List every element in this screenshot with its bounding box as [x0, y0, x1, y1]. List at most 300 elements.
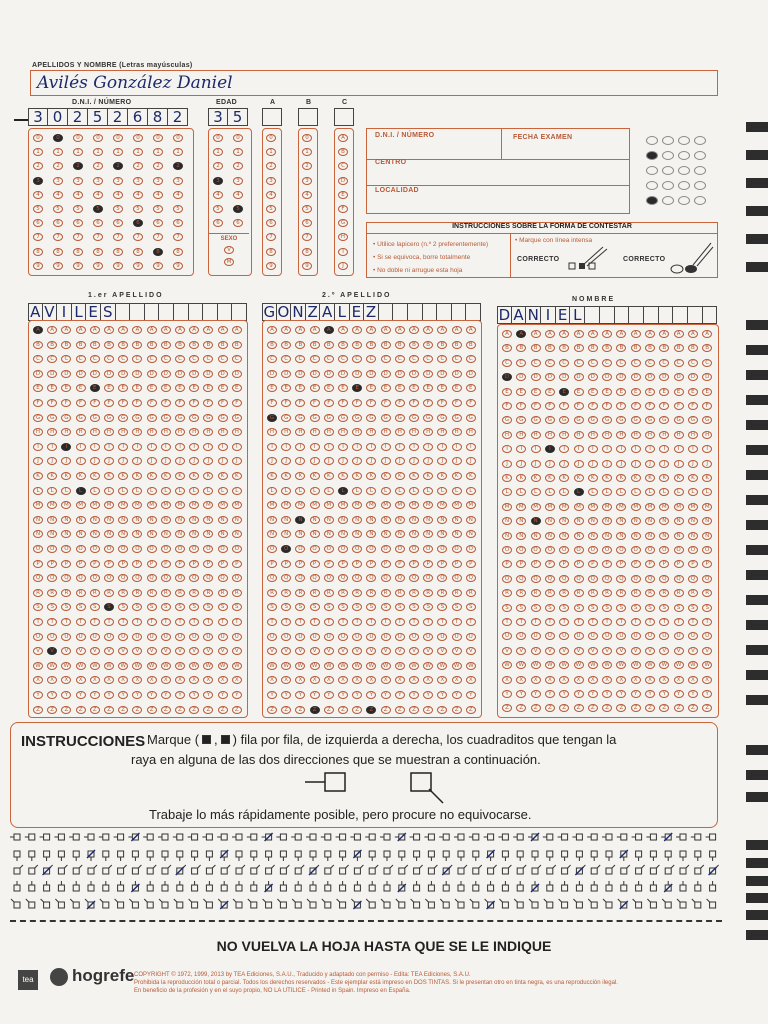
answer-bubble[interactable]: B — [602, 344, 612, 352]
answer-bubble[interactable]: A — [324, 326, 334, 334]
answer-square[interactable] — [395, 833, 406, 841]
answer-bubble[interactable]: G — [674, 416, 684, 424]
answer-bubble[interactable]: K — [218, 472, 228, 480]
answer-bubble[interactable]: F — [588, 402, 598, 410]
answer-bubble[interactable]: C — [47, 355, 57, 363]
answer-square[interactable] — [442, 865, 452, 875]
answer-bubble[interactable]: M — [395, 501, 405, 509]
letter-box[interactable] — [145, 303, 160, 321]
answer-bubble[interactable]: H — [104, 428, 114, 436]
answer-bubble[interactable]: H — [574, 431, 584, 439]
answer-bubble[interactable]: G — [409, 414, 419, 422]
answer-bubble[interactable]: I — [645, 445, 655, 453]
answer-bubble[interactable]: C — [631, 359, 641, 367]
answer-bubble[interactable]: 1 — [266, 148, 276, 156]
answer-bubble[interactable]: M — [516, 503, 526, 511]
answer-bubble[interactable]: D — [338, 370, 348, 378]
answer-bubble[interactable]: 6 — [173, 219, 183, 227]
answer-bubble[interactable]: Z — [559, 704, 569, 712]
answer-bubble[interactable]: V — [147, 647, 157, 655]
answer-bubble[interactable]: 3 — [53, 177, 63, 185]
answer-square[interactable] — [192, 851, 198, 861]
answer-bubble[interactable]: S — [574, 604, 584, 612]
answer-bubble[interactable]: Z — [61, 706, 71, 714]
answer-bubble[interactable]: 3 — [233, 177, 243, 185]
answer-bubble[interactable]: Ñ — [674, 532, 684, 540]
answer-bubble[interactable]: J — [674, 460, 684, 468]
answer-bubble[interactable]: S — [189, 603, 199, 611]
answer-square[interactable] — [103, 865, 112, 874]
answer-bubble[interactable]: V — [688, 647, 698, 655]
answer-bubble[interactable]: R — [616, 589, 626, 597]
answer-square[interactable] — [650, 881, 656, 891]
answer-bubble[interactable]: B — [531, 344, 541, 352]
abc-box[interactable] — [298, 108, 318, 126]
answer-square[interactable] — [118, 851, 124, 861]
answer-square[interactable] — [265, 881, 273, 892]
answer-square[interactable] — [103, 881, 109, 891]
answer-bubble[interactable]: H — [33, 428, 43, 436]
answer-bubble[interactable]: J — [702, 460, 712, 468]
answer-square[interactable] — [529, 899, 538, 908]
answer-bubble[interactable]: B — [502, 344, 512, 352]
answer-bubble[interactable]: G — [338, 219, 348, 227]
answer-bubble[interactable]: R — [559, 589, 569, 597]
answer-bubble[interactable]: C — [218, 355, 228, 363]
answer-bubble[interactable]: F — [674, 402, 684, 410]
answer-bubble[interactable]: Y — [366, 691, 376, 699]
answer-bubble[interactable]: H — [409, 428, 419, 436]
answer-bubble[interactable]: B — [310, 341, 320, 349]
answer-square[interactable] — [322, 899, 331, 908]
letter-box[interactable]: 2 — [108, 108, 128, 126]
answer-bubble[interactable]: P — [295, 560, 305, 568]
answer-bubble[interactable]: U — [104, 633, 114, 641]
answer-bubble[interactable]: 6 — [73, 219, 83, 227]
answer-bubble[interactable]: 0 — [113, 134, 123, 142]
answer-bubble[interactable]: K — [702, 474, 712, 482]
answer-bubble[interactable]: L — [338, 487, 348, 495]
answer-bubble[interactable]: E — [161, 384, 171, 392]
answer-square[interactable] — [44, 851, 50, 861]
answer-bubble[interactable]: J — [76, 457, 86, 465]
answer-bubble[interactable]: V — [559, 647, 569, 655]
answer-square[interactable] — [665, 851, 671, 861]
answer-bubble[interactable]: Z — [281, 706, 291, 714]
answer-bubble[interactable]: Q — [324, 574, 334, 582]
answer-bubble[interactable]: E — [645, 388, 655, 396]
answer-bubble[interactable]: U — [659, 632, 669, 640]
answer-bubble[interactable]: N — [33, 516, 43, 524]
answer-bubble[interactable]: T — [659, 618, 669, 626]
answer-bubble[interactable]: Z — [352, 706, 362, 714]
answer-bubble[interactable]: Ñ — [218, 530, 228, 538]
answer-squares-grid[interactable] — [8, 828, 728, 920]
answer-bubble[interactable]: R — [47, 589, 57, 597]
answer-bubble[interactable]: M — [47, 501, 57, 509]
answer-square[interactable] — [58, 865, 67, 874]
answer-bubble[interactable]: H — [218, 428, 228, 436]
answer-bubble[interactable]: C — [516, 359, 526, 367]
answer-bubble[interactable]: S — [33, 603, 43, 611]
answer-bubble[interactable]: Ñ — [409, 530, 419, 538]
answer-bubble[interactable]: A — [161, 326, 171, 334]
answer-bubble[interactable]: Q — [395, 574, 405, 582]
letter-box[interactable]: L — [72, 303, 87, 321]
answer-bubble[interactable]: T — [616, 618, 626, 626]
answer-bubble[interactable]: V — [295, 647, 305, 655]
answer-bubble[interactable]: A — [616, 330, 626, 338]
answer-square[interactable] — [470, 899, 479, 908]
answer-square[interactable] — [129, 899, 138, 908]
answer-bubble[interactable]: G — [232, 414, 242, 422]
answer-bubble[interactable]: A — [574, 330, 584, 338]
answer-bubble[interactable]: N — [409, 516, 419, 524]
answer-bubble[interactable]: P — [338, 560, 348, 568]
answer-bubble[interactable]: R — [531, 589, 541, 597]
answer-bubble[interactable]: J — [602, 460, 612, 468]
answer-bubble[interactable]: D — [161, 370, 171, 378]
answer-square[interactable] — [266, 865, 275, 874]
answer-bubble[interactable]: B — [631, 344, 641, 352]
answer-bubble[interactable]: X — [437, 676, 447, 684]
answer-bubble[interactable]: X — [602, 676, 612, 684]
answer-bubble[interactable]: B — [104, 341, 114, 349]
answer-bubble[interactable]: A — [602, 330, 612, 338]
answer-bubble[interactable]: H — [559, 431, 569, 439]
answer-bubble[interactable]: 6 — [93, 219, 103, 227]
answer-bubble[interactable]: N — [338, 516, 348, 524]
answer-bubble[interactable]: S — [531, 604, 541, 612]
answer-bubble[interactable]: M — [502, 503, 512, 511]
answer-bubble[interactable]: D — [559, 373, 569, 381]
answer-bubble[interactable]: H — [295, 428, 305, 436]
answer-bubble[interactable]: M — [295, 501, 305, 509]
answer-bubble[interactable]: R — [366, 589, 376, 597]
answer-square[interactable] — [280, 881, 286, 891]
answer-bubble[interactable]: B — [452, 341, 462, 349]
answer-bubble[interactable]: M — [559, 503, 569, 511]
answer-bubble[interactable]: C — [232, 355, 242, 363]
answer-bubble[interactable]: Z — [232, 706, 242, 714]
answer-bubble[interactable]: Z — [161, 706, 171, 714]
answer-square[interactable] — [547, 851, 553, 861]
answer-bubble[interactable]: F — [531, 402, 541, 410]
letter-box[interactable] — [218, 303, 233, 321]
answer-square[interactable] — [396, 899, 405, 908]
answer-bubble[interactable]: X — [645, 676, 655, 684]
answer-bubble[interactable]: A — [76, 326, 86, 334]
answer-square[interactable] — [650, 851, 656, 861]
letter-box[interactable] — [466, 303, 481, 321]
answer-bubble[interactable]: M — [281, 501, 291, 509]
answer-bubble[interactable]: M — [588, 503, 598, 511]
answer-bubble[interactable]: N — [203, 516, 213, 524]
answer-bubble[interactable]: U — [161, 633, 171, 641]
answer-bubble[interactable]: G — [175, 414, 185, 422]
answer-bubble[interactable]: G — [352, 414, 362, 422]
answer-bubble[interactable]: D — [452, 370, 462, 378]
answer-bubble[interactable]: S — [366, 603, 376, 611]
answer-bubble[interactable]: O — [132, 545, 142, 553]
answer-bubble[interactable]: V — [702, 647, 712, 655]
answer-bubble[interactable]: J — [659, 460, 669, 468]
answer-bubble[interactable]: F — [232, 399, 242, 407]
answer-bubble[interactable]: G — [437, 414, 447, 422]
answer-square[interactable] — [428, 881, 434, 891]
answer-bubble[interactable]: L — [175, 487, 185, 495]
answer-square[interactable] — [88, 881, 94, 891]
answer-square[interactable] — [325, 851, 331, 861]
answer-bubble[interactable]: K — [118, 472, 128, 480]
answer-bubble[interactable]: I — [688, 445, 698, 453]
answer-square[interactable] — [350, 834, 360, 840]
answer-bubble[interactable]: H — [631, 431, 641, 439]
answer-square[interactable] — [621, 881, 627, 891]
answer-square[interactable] — [695, 851, 701, 861]
letter-box[interactable] — [203, 303, 218, 321]
answer-bubble[interactable]: Ñ — [502, 532, 512, 540]
answer-bubble[interactable]: G — [502, 416, 512, 424]
answer-bubble[interactable]: Ñ — [466, 530, 476, 538]
answer-square[interactable] — [276, 834, 286, 840]
answer-bubble[interactable]: W — [602, 661, 612, 669]
answer-bubble[interactable]: W — [409, 662, 419, 670]
answer-bubble[interactable]: Ñ — [574, 532, 584, 540]
answer-square[interactable] — [354, 865, 363, 874]
answer-bubble[interactable]: S — [132, 603, 142, 611]
answer-bubble[interactable]: P — [76, 560, 86, 568]
answer-bubble[interactable]: V — [324, 647, 334, 655]
answer-square[interactable] — [514, 899, 523, 908]
answer-bubble[interactable]: G — [324, 414, 334, 422]
answer-bubble[interactable]: 7 — [133, 233, 143, 241]
answer-bubble[interactable]: W — [516, 661, 526, 669]
answer-bubble[interactable]: C — [502, 359, 512, 367]
abc-bubble-column[interactable] — [262, 128, 282, 276]
answer-bubble[interactable]: U — [381, 633, 391, 641]
answer-bubble[interactable]: D — [516, 373, 526, 381]
answer-bubble[interactable]: Z — [104, 706, 114, 714]
answer-bubble[interactable]: P — [132, 560, 142, 568]
answer-bubble[interactable]: 6 — [153, 219, 163, 227]
answer-bubble[interactable]: O — [466, 545, 476, 553]
answer-square[interactable] — [576, 881, 582, 891]
answer-bubble[interactable]: W — [47, 662, 57, 670]
answer-bubble[interactable]: O — [352, 545, 362, 553]
answer-bubble[interactable]: J — [516, 460, 526, 468]
answer-bubble[interactable]: H — [61, 428, 71, 436]
answer-bubble[interactable]: A — [466, 326, 476, 334]
answer-square[interactable] — [398, 881, 406, 892]
answer-bubble[interactable]: D — [203, 370, 213, 378]
answer-bubble[interactable]: O — [631, 546, 641, 554]
answer-bubble[interactable]: J — [338, 457, 348, 465]
letter-box[interactable]: A — [320, 303, 335, 321]
answer-bubble[interactable]: 8 — [73, 248, 83, 256]
answer-bubble[interactable]: P — [352, 560, 362, 568]
answer-bubble[interactable]: X — [702, 676, 712, 684]
answer-bubble[interactable]: F — [324, 399, 334, 407]
answer-bubble[interactable]: Z — [33, 706, 43, 714]
answer-bubble[interactable]: A — [674, 330, 684, 338]
answer-square[interactable] — [680, 881, 686, 891]
answer-bubble[interactable]: Z — [132, 706, 142, 714]
answer-bubble[interactable]: T — [366, 618, 376, 626]
answer-bubble[interactable]: P — [104, 560, 114, 568]
answer-bubble[interactable]: A — [90, 326, 100, 334]
answer-bubble[interactable]: 1 — [113, 148, 123, 156]
answer-bubble[interactable]: D — [531, 373, 541, 381]
answer-bubble[interactable]: F — [516, 402, 526, 410]
answer-bubble[interactable]: C — [118, 355, 128, 363]
answer-square[interactable] — [70, 899, 79, 908]
answer-bubble[interactable]: H — [502, 431, 512, 439]
answer-bubble[interactable]: O — [338, 545, 348, 553]
answer-bubble[interactable]: M — [161, 501, 171, 509]
answer-square[interactable] — [337, 899, 346, 908]
answer-bubble[interactable]: I — [338, 248, 348, 256]
answer-bubble[interactable]: V — [189, 647, 199, 655]
answer-bubble[interactable]: T — [452, 618, 462, 626]
answer-bubble[interactable]: R — [267, 589, 277, 597]
answer-bubble[interactable]: A — [588, 330, 598, 338]
answer-bubble[interactable]: 0 — [266, 134, 276, 142]
answer-bubble[interactable]: U — [218, 633, 228, 641]
answer-bubble[interactable]: L — [631, 488, 641, 496]
answer-bubble[interactable]: P — [616, 560, 626, 568]
answer-bubble[interactable]: W — [545, 661, 555, 669]
answer-bubble[interactable]: F — [338, 399, 348, 407]
answer-bubble[interactable]: X — [338, 676, 348, 684]
answer-bubble[interactable]: 4 — [73, 191, 83, 199]
answer-bubble[interactable]: Z — [409, 706, 419, 714]
answer-bubble[interactable]: O — [602, 546, 612, 554]
answer-bubble[interactable]: W — [338, 662, 348, 670]
answer-square[interactable] — [29, 865, 38, 874]
answer-bubble[interactable]: N — [132, 516, 142, 524]
answer-bubble[interactable]: Q — [674, 575, 684, 583]
answer-bubble[interactable]: Y — [118, 691, 128, 699]
answer-bubble[interactable]: G — [203, 414, 213, 422]
answer-square[interactable] — [411, 899, 420, 908]
answer-bubble[interactable]: G — [423, 414, 433, 422]
answer-square[interactable] — [147, 865, 156, 874]
answer-bubble[interactable]: W — [559, 661, 569, 669]
answer-bubble[interactable]: P — [409, 560, 419, 568]
answer-square[interactable] — [606, 865, 615, 874]
answer-square[interactable] — [147, 851, 153, 861]
answer-bubble[interactable]: 8 — [113, 248, 123, 256]
answer-bubble[interactable]: K — [545, 474, 555, 482]
answer-square[interactable] — [236, 881, 242, 891]
answer-bubble[interactable]: W — [466, 662, 476, 670]
answer-square[interactable] — [55, 899, 64, 908]
answer-bubble[interactable]: R — [545, 589, 555, 597]
answer-square[interactable] — [488, 881, 494, 891]
answer-bubble[interactable]: E — [574, 388, 584, 396]
answer-bubble[interactable]: J — [132, 457, 142, 465]
letter-box[interactable]: O — [277, 303, 290, 321]
answer-bubble[interactable]: P — [147, 560, 157, 568]
answer-bubble[interactable]: B — [423, 341, 433, 349]
answer-bubble[interactable]: S — [502, 604, 512, 612]
answer-bubble[interactable]: E — [466, 384, 476, 392]
answer-square[interactable] — [502, 851, 508, 861]
answer-bubble[interactable]: Ñ — [545, 532, 555, 540]
answer-bubble[interactable]: H — [161, 428, 171, 436]
answer-square[interactable] — [132, 865, 141, 874]
answer-square[interactable] — [192, 881, 198, 891]
letter-box[interactable]: 2 — [68, 108, 88, 126]
answer-bubble[interactable]: R — [466, 589, 476, 597]
answer-bubble[interactable]: J — [295, 457, 305, 465]
answer-bubble[interactable]: L — [502, 488, 512, 496]
answer-bubble[interactable]: B — [281, 341, 291, 349]
answer-square[interactable] — [251, 881, 257, 891]
answer-square[interactable] — [147, 881, 153, 891]
answer-bubble[interactable]: V — [33, 647, 43, 655]
answer-bubble[interactable]: 6 — [266, 219, 276, 227]
answer-bubble[interactable]: Q — [381, 574, 391, 582]
letter-box[interactable] — [130, 303, 145, 321]
answer-bubble[interactable]: W — [104, 662, 114, 670]
answer-bubble[interactable]: Z — [338, 706, 348, 714]
answer-bubble[interactable]: A — [267, 326, 277, 334]
sexo-option[interactable]: M — [224, 258, 234, 266]
answer-square[interactable] — [544, 899, 553, 908]
answer-bubble[interactable]: W — [452, 662, 462, 670]
answer-bubble[interactable]: H — [588, 431, 598, 439]
answer-square[interactable] — [576, 851, 582, 861]
letter-box[interactable] — [673, 306, 688, 324]
answer-bubble[interactable]: T — [395, 618, 405, 626]
answer-bubble[interactable]: O — [47, 545, 57, 553]
answer-bubble[interactable]: U — [545, 632, 555, 640]
answer-bubble[interactable]: K — [466, 472, 476, 480]
answer-square[interactable] — [340, 865, 349, 874]
answer-bubble[interactable]: Z — [203, 706, 213, 714]
answer-bubble[interactable]: D — [381, 370, 391, 378]
answer-bubble[interactable]: T — [502, 618, 512, 626]
answer-bubble[interactable]: Q — [423, 574, 433, 582]
answer-bubble[interactable]: V — [132, 647, 142, 655]
answer-bubble[interactable]: W — [281, 662, 291, 670]
answer-bubble[interactable]: Y — [645, 690, 655, 698]
answer-bubble[interactable]: S — [104, 603, 114, 611]
answer-bubble[interactable]: V — [218, 647, 228, 655]
answer-bubble[interactable]: F — [161, 399, 171, 407]
answer-square[interactable] — [424, 834, 434, 840]
answer-bubble[interactable]: D — [674, 373, 684, 381]
answer-bubble[interactable]: Z — [381, 706, 391, 714]
answer-bubble[interactable]: W — [423, 662, 433, 670]
answer-bubble[interactable]: Q — [366, 574, 376, 582]
answer-bubble[interactable]: 4 — [133, 191, 143, 199]
answer-square[interactable] — [325, 865, 334, 874]
answer-bubble[interactable]: K — [395, 472, 405, 480]
answer-bubble[interactable]: A — [366, 326, 376, 334]
answer-bubble[interactable]: U — [76, 633, 86, 641]
answer-square[interactable] — [710, 851, 716, 861]
answer-bubble[interactable]: 2 — [133, 162, 143, 170]
answer-bubble[interactable]: A — [545, 330, 555, 338]
answer-bubble[interactable]: P — [395, 560, 405, 568]
answer-square[interactable] — [458, 881, 464, 891]
answer-bubble[interactable]: Ñ — [47, 530, 57, 538]
answer-bubble[interactable]: U — [295, 633, 305, 641]
answer-bubble[interactable]: A — [232, 326, 242, 334]
